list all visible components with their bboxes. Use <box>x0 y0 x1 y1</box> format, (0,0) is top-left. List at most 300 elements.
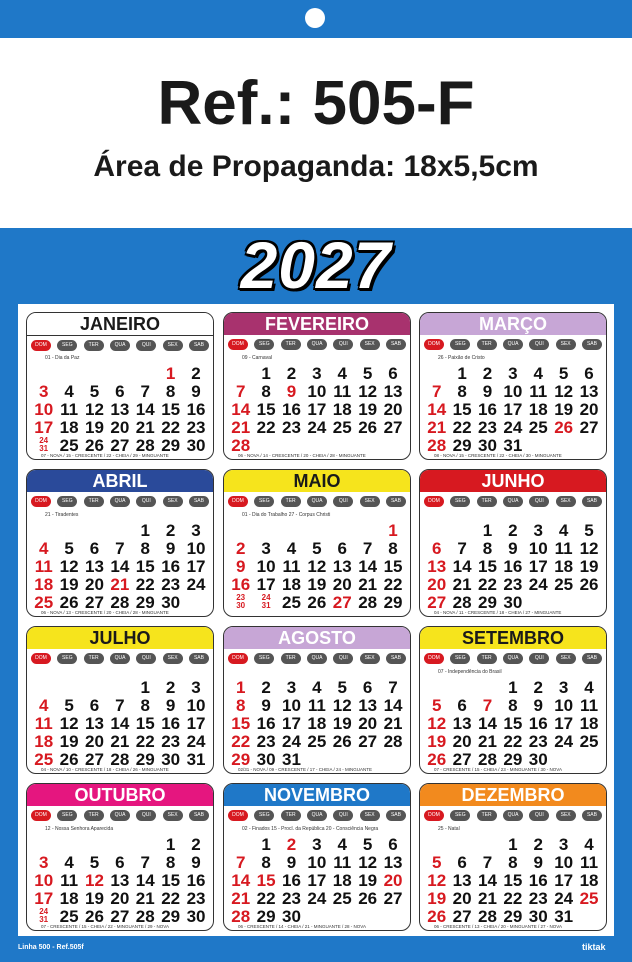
day-cell: 1 <box>261 835 271 854</box>
day-cell: 25 <box>528 418 548 437</box>
day-cell: 1 <box>140 521 150 540</box>
day-cell: 3 <box>261 539 271 558</box>
day-cell: 9 <box>191 382 201 401</box>
day-cell: 11 <box>529 382 548 401</box>
day-cell: 7 <box>115 696 125 715</box>
weekday-label: TER <box>281 653 301 664</box>
day-cell: 24 <box>528 575 548 594</box>
day-cell: 10 <box>307 382 327 401</box>
day-cell: 12 <box>59 557 79 576</box>
day-cell: 31 <box>186 750 206 769</box>
weekday-label: QUI <box>136 340 156 351</box>
day-cell: 15 <box>161 400 181 419</box>
day-cell: 30 <box>161 593 181 612</box>
day-cell: 25 <box>59 436 79 455</box>
day-cell: 27 <box>85 750 104 769</box>
day-cell: 14 <box>135 871 155 890</box>
day-cell: 13 <box>110 871 130 890</box>
day-cell: 16 <box>478 400 497 419</box>
day-cell: 13 <box>427 557 447 576</box>
day-cell: 12 <box>59 714 79 733</box>
day-cell: 19 <box>554 400 574 419</box>
day-cell: 2 <box>286 835 297 854</box>
day-cell: 28 <box>358 593 378 612</box>
month-name: ABRIL <box>27 470 213 492</box>
day-cell: 12 <box>307 557 327 576</box>
day-cell: 31 <box>282 750 301 769</box>
weekday-label: TER <box>477 810 497 821</box>
day-cell: 29 <box>452 436 472 455</box>
day-cell: 28 <box>110 750 130 769</box>
weekday-label: QUI <box>136 496 156 507</box>
day-cell: 23 <box>256 732 276 751</box>
weekday-label: QUI <box>333 339 353 350</box>
day-cell: 23 30 <box>236 593 246 610</box>
day-cell: 19 <box>427 732 447 751</box>
moon-phases: 06 - NOVA / 14 - CRESCENTE / 20 - CHEIA / 28 - MINGUANTE <box>238 453 366 458</box>
day-cell: 29 <box>135 750 155 769</box>
day-cell: 10 <box>34 871 54 890</box>
weekday-row <box>420 492 606 507</box>
weekday-label: SAB <box>189 653 209 664</box>
week-row <box>31 576 209 594</box>
day-cell: 22 <box>256 418 276 437</box>
day-cell: 5 <box>431 696 442 715</box>
day-cell <box>576 594 601 612</box>
day-cell: 20 <box>110 889 130 908</box>
day-cell: 22 <box>478 575 497 594</box>
day-cell: 29 <box>256 907 276 926</box>
week-row <box>424 890 602 908</box>
day-grid <box>31 836 209 926</box>
day-cell: 29 <box>231 750 251 769</box>
month-card <box>223 783 411 931</box>
day-cell: 6 <box>457 696 467 715</box>
day-cell: 6 <box>584 364 594 383</box>
day-cell: 20 <box>85 732 104 751</box>
week-row <box>228 576 406 594</box>
day-cell: 4 <box>337 835 347 854</box>
day-cell: 7 <box>362 539 373 558</box>
weekday-row <box>224 335 410 350</box>
day-cell: 4 <box>38 696 49 715</box>
day-cell: 15 <box>256 871 276 890</box>
day-cell: 20 <box>85 575 104 594</box>
weekday-label: SEG <box>57 340 77 351</box>
day-cell <box>107 365 132 383</box>
week-row <box>31 383 209 401</box>
week-row <box>31 401 209 419</box>
day-cell: 9 <box>191 853 201 872</box>
week-row <box>228 594 406 612</box>
holiday-note: 07 - Independência do Brasil <box>438 669 502 675</box>
weekday-row <box>27 492 213 507</box>
day-cell: 24 <box>282 732 301 751</box>
day-cell: 9 <box>533 696 543 715</box>
day-cell: 31 <box>554 907 574 926</box>
weekday-label: DOM <box>31 496 51 507</box>
day-cell <box>133 365 158 383</box>
day-cell: 4 <box>64 853 74 872</box>
day-cell: 18 <box>332 400 352 419</box>
day-cell: 11 <box>307 696 326 715</box>
day-cell: 11 <box>333 382 352 401</box>
day-cell: 28 <box>478 750 497 769</box>
day-cell: 15 <box>503 871 523 890</box>
day-cell: 18 <box>34 732 54 751</box>
day-cell: 26 <box>427 750 447 769</box>
weekday-label: SAB <box>386 496 406 507</box>
week-row <box>31 872 209 890</box>
day-cell: 13 <box>85 557 104 576</box>
day-cell: 12 <box>85 871 104 890</box>
week-row <box>228 697 406 715</box>
week-row <box>424 540 602 558</box>
day-cell: 13 <box>85 714 104 733</box>
day-cell: 30 <box>478 436 497 455</box>
day-cell: 18 <box>579 871 599 890</box>
day-cell: 3 <box>312 835 322 854</box>
day-cell: 3 <box>558 835 569 854</box>
day-cell: 12 <box>579 539 599 558</box>
day-grid <box>228 365 406 455</box>
day-cell: 16 <box>186 400 206 419</box>
day-cell: 28 <box>427 436 447 455</box>
week-row <box>228 715 406 733</box>
day-cell: 26 <box>85 436 104 455</box>
week-row <box>228 854 406 872</box>
day-cell: 25 <box>59 907 79 926</box>
weekday-row <box>224 649 410 664</box>
day-cell: 10 <box>503 382 523 401</box>
day-cell: 26 <box>554 418 574 437</box>
day-cell: 25 <box>34 750 54 769</box>
week-row <box>424 697 602 715</box>
day-cell: 21 <box>135 418 155 437</box>
day-cell: 25 <box>332 418 352 437</box>
day-cell: 21 <box>452 575 472 594</box>
day-cell: 24 <box>554 732 574 751</box>
day-cell: 12 <box>427 871 447 890</box>
day-cell: 23 <box>161 575 181 594</box>
weekday-label: SEX <box>360 653 380 664</box>
day-cell: 2 <box>286 364 297 383</box>
month-name: JULHO <box>27 627 213 649</box>
day-cell: 1 <box>508 835 518 854</box>
weekday-row <box>224 806 410 821</box>
weekday-label: QUA <box>307 653 327 664</box>
weekday-label: SEG <box>57 810 77 821</box>
day-cell: 13 <box>452 714 472 733</box>
day-cell: 12 <box>554 382 574 401</box>
day-cell: 21 <box>427 418 447 437</box>
moon-phases: 07 - CRESCENTE / 15 - CHEIA / 23 - MINGUANTE / 30 - NOVA <box>434 767 562 772</box>
day-cell: 18 <box>34 575 54 594</box>
week-row <box>31 836 209 854</box>
day-cell: 9 <box>286 853 297 872</box>
day-cell: 24 <box>554 889 574 908</box>
day-cell: 5 <box>89 382 100 401</box>
month-name: AGOSTO <box>224 627 410 649</box>
day-cell: 17 <box>554 871 574 890</box>
holiday-note: 01 - Dia da Paz <box>45 355 80 361</box>
day-cell <box>82 522 107 540</box>
day-cell: 27 <box>383 889 403 908</box>
day-cell: 4 <box>38 539 49 558</box>
day-cell: 16 <box>161 714 181 733</box>
day-cell: 2 <box>165 521 176 540</box>
weekday-label: QUA <box>110 653 130 664</box>
weekday-row <box>27 806 213 821</box>
day-cell: 17 <box>528 557 548 576</box>
day-cell <box>449 522 474 540</box>
day-cell: 22 <box>503 732 523 751</box>
day-cell: 8 <box>482 539 493 558</box>
day-cell: 6 <box>89 539 100 558</box>
weekday-label: TER <box>84 340 104 351</box>
week-row <box>228 365 406 383</box>
day-cell <box>228 836 253 854</box>
day-cell: 28 <box>231 436 251 455</box>
weekday-label: TER <box>281 339 301 350</box>
day-cell: 23 <box>528 732 548 751</box>
weekday-label: SEX <box>163 810 183 821</box>
day-cell: 8 <box>261 382 271 401</box>
day-cell: 23 <box>503 575 523 594</box>
day-cell: 27 <box>383 418 403 437</box>
moon-phases: 06 - NOVA / 13 - CRESCENTE / 20 - CHEIA / 28 - MINGUANTE <box>41 610 169 615</box>
month-card <box>419 626 607 774</box>
day-cell <box>228 365 253 383</box>
moon-phases: 04 - NOVA / 10 - CRESCENTE / 18 - CHEIA / 26 - MINGUANTE <box>41 767 169 772</box>
day-cell: 20 <box>383 400 403 419</box>
day-cell <box>183 594 208 612</box>
day-cell: 5 <box>431 853 442 872</box>
day-cell: 20 <box>452 889 472 908</box>
weekday-label: SEX <box>163 340 183 351</box>
day-cell: 19 <box>59 575 79 594</box>
day-cell: 30 <box>528 750 548 769</box>
day-cell: 24 <box>186 575 206 594</box>
day-cell: 22 <box>161 889 181 908</box>
day-cell: 23 <box>282 889 301 908</box>
day-cell: 11 <box>34 557 53 576</box>
day-cell: 22 <box>135 575 155 594</box>
day-cell <box>330 522 355 540</box>
weekday-label: QUA <box>110 810 130 821</box>
week-row <box>424 383 602 401</box>
day-cell: 15 <box>478 557 497 576</box>
day-cell <box>424 522 449 540</box>
day-cell: 1 <box>457 364 467 383</box>
day-cell: 3 <box>312 364 322 383</box>
day-cell: 24 31 <box>39 907 49 924</box>
day-cell: 18 <box>307 714 327 733</box>
day-cell <box>56 679 81 697</box>
day-cell: 15 <box>231 714 251 733</box>
day-cell <box>449 679 474 697</box>
day-cell: 7 <box>140 853 150 872</box>
day-cell: 25 <box>282 593 301 612</box>
moon-phases: 08 - NOVA / 15 - CRESCENTE / 22 - CHEIA / 30 - MINGUANTE <box>434 453 562 458</box>
day-cell: 29 <box>503 907 523 926</box>
day-cell: 23 <box>186 418 206 437</box>
day-cell: 31 <box>503 436 523 455</box>
week-row <box>31 419 209 437</box>
month-name: DEZEMBRO <box>420 784 606 806</box>
weekday-label: QUA <box>503 496 523 507</box>
day-cell: 6 <box>362 678 373 697</box>
day-cell: 12 <box>358 853 378 872</box>
weekday-label: SEG <box>254 339 274 350</box>
day-cell: 8 <box>457 382 467 401</box>
day-cell <box>82 836 107 854</box>
weekday-label: SEX <box>556 339 576 350</box>
day-cell: 8 <box>235 696 246 715</box>
day-cell: 26 <box>579 575 599 594</box>
day-cell: 8 <box>140 539 150 558</box>
holiday-note: 01 - Dia do Trabalho 27 - Corpus Christi <box>242 512 331 518</box>
weekday-label: SEX <box>556 810 576 821</box>
weekday-label: QUA <box>307 496 327 507</box>
day-cell: 14 <box>478 714 497 733</box>
day-cell: 21 <box>231 418 251 437</box>
day-cell: 1 <box>140 678 150 697</box>
day-cell: 8 <box>140 696 150 715</box>
day-cell: 15 <box>452 400 472 419</box>
day-cell <box>133 836 158 854</box>
weekday-label: SEX <box>360 339 380 350</box>
day-cell: 26 <box>358 889 378 908</box>
weekday-label: SEX <box>556 496 576 507</box>
day-cell: 4 <box>337 364 347 383</box>
day-cell: 18 <box>59 418 79 437</box>
day-cell: 30 <box>256 750 276 769</box>
day-cell: 28 <box>231 907 251 926</box>
day-cell: 14 <box>358 557 378 576</box>
weekday-label: SAB <box>582 810 602 821</box>
day-cell: 21 <box>231 889 251 908</box>
day-cell: 19 <box>332 714 352 733</box>
day-grid <box>31 522 209 612</box>
day-cell: 20 <box>452 732 472 751</box>
day-cell: 11 <box>34 714 53 733</box>
weekday-label: QUA <box>503 810 523 821</box>
day-cell: 29 <box>478 593 497 612</box>
day-cell: 9 <box>165 696 176 715</box>
day-cell: 23 <box>186 889 206 908</box>
day-cell: 27 <box>110 436 130 455</box>
day-cell <box>56 522 81 540</box>
day-grid <box>228 679 406 769</box>
week-row <box>424 401 602 419</box>
month-card <box>419 469 607 617</box>
weekday-label: QUI <box>136 653 156 664</box>
day-cell: 8 <box>508 696 518 715</box>
weekday-label: QUI <box>333 653 353 664</box>
day-cell: 29 <box>135 593 155 612</box>
month-card <box>223 626 411 774</box>
day-cell <box>31 522 56 540</box>
day-cell: 7 <box>115 539 125 558</box>
day-cell: 30 <box>186 907 206 926</box>
day-cell: 16 <box>231 575 251 594</box>
day-cell: 19 <box>579 557 599 576</box>
day-cell: 14 <box>231 871 251 890</box>
month-card <box>26 469 214 617</box>
day-cell: 12 <box>427 714 447 733</box>
weekday-label: SAB <box>189 810 209 821</box>
day-cell <box>424 365 449 383</box>
day-grid <box>424 522 602 612</box>
day-cell: 1 <box>388 521 398 540</box>
day-cell: 20 <box>358 714 378 733</box>
day-cell: 16 <box>256 714 276 733</box>
day-cell: 5 <box>337 678 347 697</box>
week-row <box>228 383 406 401</box>
day-cell: 25 <box>579 732 599 751</box>
week-row <box>424 558 602 576</box>
day-cell: 10 <box>554 696 574 715</box>
day-cell: 20 <box>427 575 447 594</box>
day-cell: 9 <box>261 696 271 715</box>
day-cell: 4 <box>312 678 322 697</box>
day-cell: 19 <box>85 418 104 437</box>
day-cell: 27 <box>579 418 599 437</box>
weekday-label: TER <box>281 810 301 821</box>
weekday-label: QUI <box>529 653 549 664</box>
day-cell: 11 <box>282 557 301 576</box>
day-cell: 17 <box>186 714 206 733</box>
day-cell: 5 <box>362 835 373 854</box>
day-cell: 18 <box>282 575 301 594</box>
weekday-label: SEG <box>450 339 470 350</box>
day-cell: 6 <box>89 696 100 715</box>
month-card <box>26 312 214 460</box>
week-row <box>424 576 602 594</box>
weekday-label: DOM <box>228 810 248 821</box>
day-cell: 14 <box>110 557 130 576</box>
day-cell: 18 <box>59 889 79 908</box>
weekday-label: SEG <box>254 810 274 821</box>
day-cell: 17 <box>282 714 301 733</box>
week-row <box>228 872 406 890</box>
day-cell: 4 <box>286 539 297 558</box>
day-cell: 26 <box>59 750 79 769</box>
day-cell: 4 <box>64 382 74 401</box>
day-cell: 10 <box>307 853 327 872</box>
day-grid <box>228 522 406 612</box>
day-cell: 4 <box>584 835 594 854</box>
day-cell: 21 <box>135 889 155 908</box>
day-cell: 18 <box>554 557 574 576</box>
weekday-label: TER <box>84 653 104 664</box>
weekday-row <box>420 649 606 664</box>
day-cell <box>82 365 107 383</box>
day-cell: 14 <box>383 696 403 715</box>
week-row <box>31 540 209 558</box>
day-cell: 22 <box>256 889 276 908</box>
day-cell <box>304 522 329 540</box>
day-cell: 2 <box>533 835 543 854</box>
weekday-label: DOM <box>228 339 248 350</box>
weekday-row <box>27 336 213 351</box>
day-cell: 9 <box>235 557 246 576</box>
day-cell: 21 <box>478 889 497 908</box>
day-cell: 16 <box>528 714 548 733</box>
weekday-label: SAB <box>386 653 406 664</box>
day-cell <box>253 522 278 540</box>
